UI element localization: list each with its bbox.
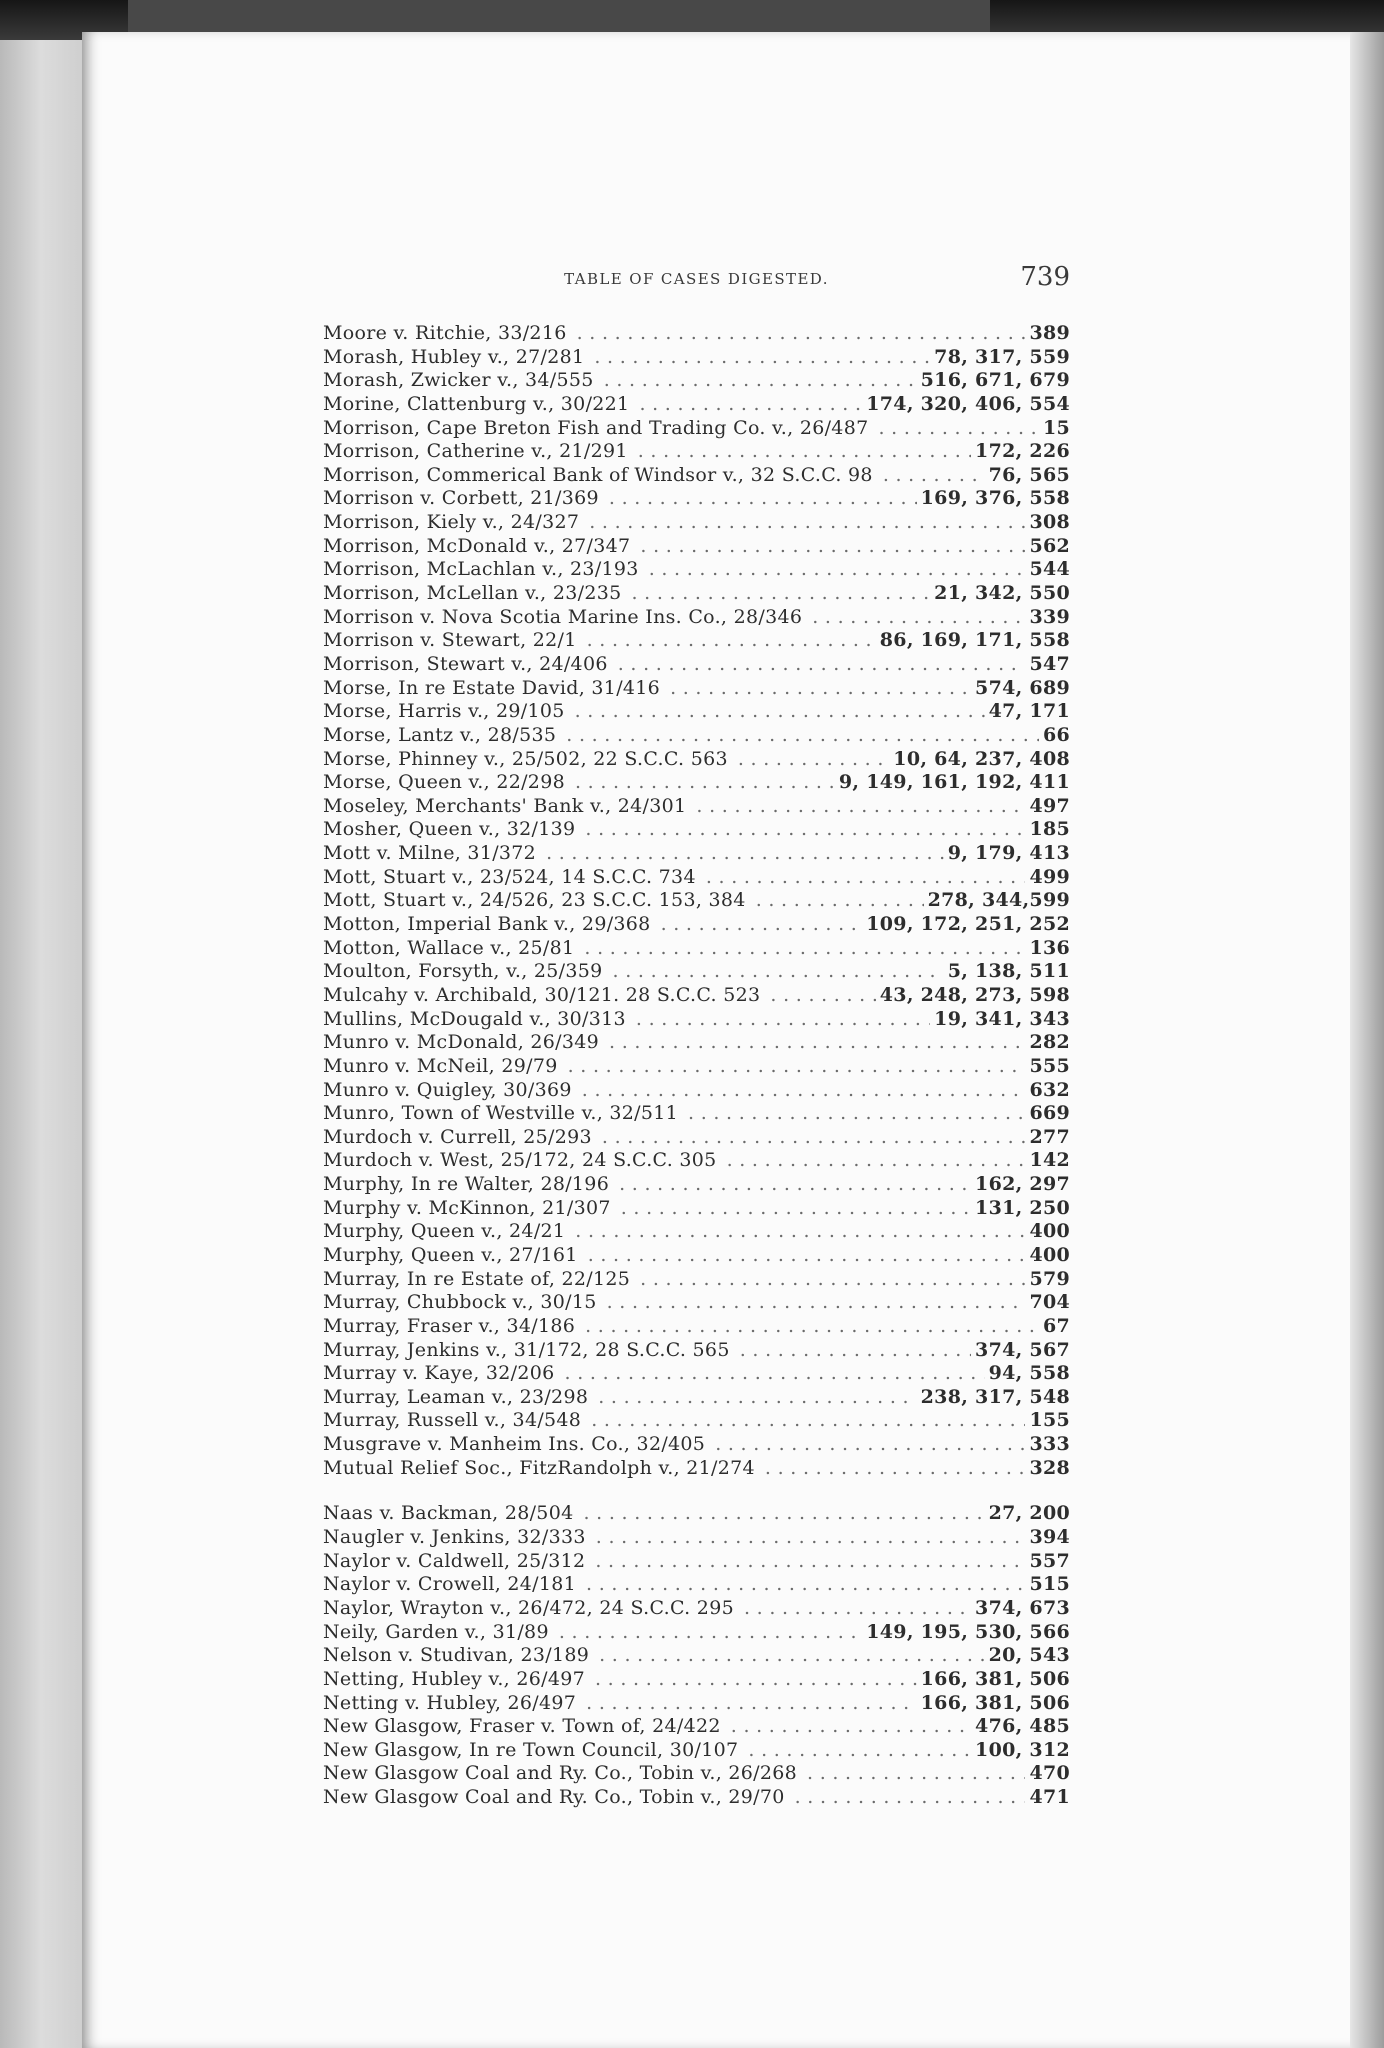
- dot-leader: [727, 1149, 1026, 1173]
- dot-leader: [795, 1786, 1026, 1810]
- case-name: Morse, Harris v., 29/105: [323, 700, 565, 723]
- dot-leader: [609, 1031, 1025, 1055]
- case-entry: [323, 1550, 1070, 1574]
- case-name: Motton, Imperial Bank v., 29/368: [323, 913, 651, 936]
- case-name: Mullins, McDougald v., 30/313: [323, 1007, 626, 1030]
- case-entry: [323, 889, 1070, 913]
- dot-leader: [583, 1502, 984, 1526]
- case-entry: [323, 700, 1070, 724]
- case-pages: 172, 226: [975, 440, 1070, 463]
- case-pages: 515: [1029, 1573, 1070, 1596]
- dot-leader: [584, 937, 1025, 961]
- case-name: Murray, Fraser v., 34/186: [323, 1314, 576, 1337]
- case-name: Netting, Hubley v., 26/497: [323, 1667, 585, 1690]
- case-pages: 374, 673: [975, 1596, 1070, 1619]
- dot-leader: [618, 653, 1026, 677]
- case-entry: [323, 1339, 1070, 1363]
- case-name: Murphy, Queen v., 24/21: [323, 1220, 566, 1243]
- case-entry: [323, 677, 1070, 701]
- case-name: Morash, Zwicker v., 34/555: [323, 369, 594, 392]
- case-entry: [323, 913, 1070, 937]
- dot-leader: [688, 1102, 1025, 1126]
- case-name: Netting v. Hubley, 26/497: [323, 1691, 577, 1714]
- case-name: Morrison, Kiely v., 24/327: [323, 511, 580, 534]
- dot-leader: [582, 1079, 1026, 1103]
- dot-leader: [589, 511, 1025, 535]
- case-entry: [323, 417, 1070, 441]
- dot-leader: [604, 369, 917, 393]
- case-pages: 131, 250: [975, 1196, 1070, 1219]
- case-pages: 238, 317, 548: [920, 1385, 1070, 1408]
- case-pages: 149, 195, 530, 566: [866, 1620, 1070, 1643]
- case-pages: 400: [1029, 1220, 1070, 1243]
- dot-leader: [613, 960, 944, 984]
- dot-leader: [602, 1126, 1026, 1150]
- case-pages: 78, 317, 559: [934, 345, 1070, 368]
- dot-leader: [638, 440, 971, 464]
- dot-leader: [568, 1055, 1026, 1079]
- case-name: Morse, In re Estate David, 31/416: [323, 676, 661, 699]
- case-name: Munro v. Quigley, 30/369: [323, 1078, 572, 1101]
- case-entry: [323, 1786, 1070, 1810]
- case-pages: 497: [1029, 794, 1070, 817]
- case-name: Mott v. Milne, 31/372: [323, 842, 537, 865]
- dot-leader: [586, 1573, 1025, 1597]
- case-entry: [323, 960, 1070, 984]
- case-name: Musgrave v. Manheim Ins. Co., 32/405: [323, 1433, 706, 1456]
- case-pages: 43, 248, 273, 598: [879, 983, 1070, 1006]
- dot-leader: [706, 866, 1026, 890]
- case-entry: [323, 1149, 1070, 1173]
- case-pages: 374, 567: [975, 1338, 1070, 1361]
- dot-leader: [565, 1362, 985, 1386]
- case-pages: 579: [1029, 1267, 1070, 1290]
- case-pages: 142: [1029, 1149, 1070, 1172]
- case-pages: 5, 138, 511: [947, 960, 1070, 983]
- dot-leader: [649, 558, 1026, 582]
- dot-leader: [670, 677, 971, 701]
- case-pages: 470: [1029, 1762, 1070, 1785]
- case-pages: 94, 558: [988, 1362, 1070, 1385]
- case-entry: [323, 1268, 1070, 1292]
- case-pages: 9, 179, 413: [947, 842, 1070, 865]
- case-pages: 166, 381, 506: [920, 1691, 1070, 1714]
- case-entry: [323, 1597, 1070, 1621]
- case-pages: 562: [1029, 534, 1070, 557]
- dot-leader: [595, 1550, 1025, 1574]
- case-name: Murphy, In re Walter, 28/196: [323, 1173, 610, 1196]
- case-entry: [323, 771, 1070, 795]
- case-name: Moore v. Ritchie, 33/216: [323, 322, 567, 344]
- case-name: Murray, Chubbock v., 30/15: [323, 1291, 597, 1314]
- dot-leader: [770, 984, 875, 1008]
- case-name: Munro v. McDonald, 26/349: [323, 1031, 600, 1054]
- case-pages: 10, 64, 237, 408: [893, 747, 1070, 770]
- case-name: Munro, Town of Westville v., 32/511: [323, 1102, 679, 1125]
- case-entry: [323, 535, 1070, 559]
- case-name: Morash, Hubley v., 27/281: [323, 345, 585, 368]
- dot-leader: [765, 1457, 1026, 1481]
- dot-leader: [748, 1739, 971, 1763]
- case-pages: 66: [1042, 723, 1070, 746]
- case-pages: 328: [1029, 1456, 1070, 1479]
- dot-leader: [619, 1173, 971, 1197]
- dot-leader: [632, 582, 931, 606]
- case-name: Morse, Queen v., 22/298: [323, 771, 565, 794]
- case-entry: [323, 440, 1070, 464]
- case-entry: [323, 1031, 1070, 1055]
- case-entry: [323, 322, 1070, 346]
- case-name: Morrison, Cape Breton Fish and Trading Co. v., 26/487: [323, 416, 869, 439]
- case-name: Morrison, McLellan v., 23/235: [323, 582, 622, 605]
- case-name: Naylor, Wrayton v., 26/472, 24 S.C.C. 295: [323, 1596, 734, 1619]
- case-pages: 21, 342, 550: [934, 582, 1070, 605]
- case-entry: [323, 606, 1070, 630]
- case-name: Mott, Stuart v., 24/526, 23 S.C.C. 153, 384: [323, 889, 746, 912]
- case-name: New Glasgow Coal and Ry. Co., Tobin v., 29/70: [323, 1786, 785, 1809]
- case-name: New Glasgow Coal and Ry. Co., Tobin v., 26/268: [323, 1762, 798, 1785]
- case-entry: [323, 1197, 1070, 1221]
- case-pages: 277: [1029, 1125, 1070, 1148]
- case-entry: [323, 984, 1070, 1008]
- dot-leader: [591, 1409, 1025, 1433]
- case-name: Naas v. Backman, 28/504: [323, 1502, 574, 1525]
- case-name: Murdoch v. West, 25/172, 24 S.C.C. 305: [323, 1149, 717, 1172]
- case-name: Naylor v. Crowell, 24/181: [323, 1573, 577, 1596]
- case-pages: 333: [1029, 1433, 1070, 1456]
- case-entry: [323, 1692, 1070, 1716]
- case-entry: [323, 1102, 1070, 1126]
- case-entry: [323, 818, 1070, 842]
- case-pages: 389: [1029, 322, 1070, 344]
- case-name: Morse, Phinney v., 25/502, 22 S.C.C. 563: [323, 747, 728, 770]
- case-pages: 20, 543: [988, 1644, 1070, 1667]
- page-number: 739: [1020, 262, 1070, 292]
- dot-leader: [640, 535, 1025, 559]
- case-name: Mott, Stuart v., 23/524, 14 S.C.C. 734: [323, 865, 696, 888]
- running-title: TABLE OF CASES DIGESTED.: [564, 270, 829, 288]
- case-entry: [323, 1291, 1070, 1315]
- case-entry: [323, 1433, 1070, 1457]
- case-pages: 557: [1029, 1549, 1070, 1572]
- case-entry: [323, 724, 1070, 748]
- case-pages: 471: [1029, 1786, 1070, 1809]
- dot-leader: [585, 818, 1025, 842]
- case-pages: 669: [1029, 1102, 1070, 1125]
- case-entry: [323, 487, 1070, 511]
- case-pages: 516, 671, 679: [920, 369, 1070, 392]
- case-entry: [323, 1457, 1070, 1481]
- case-pages: 632: [1029, 1078, 1070, 1101]
- dot-leader: [738, 748, 889, 772]
- case-entry: [323, 653, 1070, 677]
- case-pages: 100, 312: [975, 1738, 1070, 1761]
- case-section-n: [323, 1502, 1070, 1809]
- case-entry: [323, 1315, 1070, 1339]
- case-entry: [323, 346, 1070, 370]
- case-name: Motton, Wallace v., 25/81: [323, 936, 575, 959]
- case-entry: [323, 369, 1070, 393]
- case-entry: [323, 795, 1070, 819]
- case-name: Murphy v. McKinnon, 21/307: [323, 1196, 611, 1219]
- case-pages: 555: [1029, 1054, 1070, 1077]
- dot-leader: [607, 1291, 1026, 1315]
- dot-leader: [715, 1433, 1025, 1457]
- case-pages: 86, 169, 171, 558: [879, 629, 1070, 652]
- case-pages: 704: [1029, 1291, 1070, 1314]
- case-pages: 185: [1029, 818, 1070, 841]
- case-pages: 308: [1029, 511, 1070, 534]
- case-name: Morrison, McLachlan v., 23/193: [323, 558, 639, 581]
- case-name: Morrison v. Corbett, 21/369: [323, 487, 599, 510]
- case-pages: 394: [1029, 1526, 1070, 1549]
- case-pages: 47, 171: [988, 700, 1070, 723]
- case-entry: [323, 1739, 1070, 1763]
- case-name: Murray, Leaman v., 23/298: [323, 1385, 589, 1408]
- case-pages: 15: [1042, 416, 1070, 439]
- dot-leader: [588, 1244, 1026, 1268]
- case-pages: 9, 149, 161, 192, 411: [838, 771, 1070, 794]
- case-name: Neily, Garden v., 31/89: [323, 1620, 549, 1643]
- case-entry: [323, 1173, 1070, 1197]
- case-name: Murphy, Queen v., 27/161: [323, 1243, 578, 1266]
- dot-leader: [577, 322, 1026, 346]
- case-entry: [323, 393, 1070, 417]
- dot-leader: [595, 1668, 917, 1692]
- case-name: Morine, Clattenburg v., 30/221: [323, 392, 630, 415]
- case-entry: [323, 1126, 1070, 1150]
- dot-leader: [636, 1008, 930, 1032]
- case-name: Murray v. Kaye, 32/206: [323, 1362, 555, 1385]
- dot-leader: [575, 700, 985, 724]
- case-pages: 282: [1029, 1031, 1070, 1054]
- dot-leader: [883, 464, 985, 488]
- dot-leader: [585, 1315, 1039, 1339]
- case-entry: [323, 1220, 1070, 1244]
- dot-leader: [621, 1197, 971, 1221]
- case-entry: [323, 1362, 1070, 1386]
- case-name: Morrison v. Nova Scotia Marine Ins. Co., 28/346: [323, 605, 803, 628]
- dot-leader: [878, 417, 1038, 441]
- dot-leader: [661, 913, 863, 937]
- case-entry: [323, 582, 1070, 606]
- dot-leader: [807, 1762, 1025, 1786]
- case-pages: 174, 320, 406, 554: [866, 392, 1070, 415]
- dot-leader: [546, 842, 944, 866]
- dot-leader: [587, 629, 876, 653]
- dot-leader: [594, 346, 930, 370]
- case-entry: [323, 866, 1070, 890]
- case-name: Naugler v. Jenkins, 32/333: [323, 1526, 586, 1549]
- case-name: Murray, Jenkins v., 31/172, 28 S.C.C. 565: [323, 1338, 730, 1361]
- case-entry: [323, 629, 1070, 653]
- case-pages: 136: [1029, 936, 1070, 959]
- dot-leader: [598, 1386, 916, 1410]
- case-pages: 400: [1029, 1243, 1070, 1266]
- case-entry: [323, 1008, 1070, 1032]
- case-entry: [323, 937, 1070, 961]
- case-entry: [323, 842, 1070, 866]
- case-name: Morrison, McDonald v., 27/347: [323, 534, 631, 557]
- case-name: Murray, In re Estate of, 22/125: [323, 1267, 631, 1290]
- case-index: [323, 322, 1070, 1810]
- case-name: Morse, Lantz v., 28/535: [323, 723, 557, 746]
- case-pages: 499: [1029, 865, 1070, 888]
- dot-leader: [812, 606, 1025, 630]
- case-pages: 155: [1029, 1409, 1070, 1432]
- dot-leader: [740, 1339, 971, 1363]
- dot-leader: [566, 724, 1039, 748]
- case-entry: [323, 1055, 1070, 1079]
- case-pages: 27, 200: [988, 1502, 1070, 1525]
- case-entry: [323, 1573, 1070, 1597]
- dot-leader: [756, 889, 924, 913]
- case-entry: [323, 1621, 1070, 1645]
- case-name: Murray, Russell v., 34/548: [323, 1409, 582, 1432]
- case-pages: 166, 381, 506: [920, 1667, 1070, 1690]
- case-pages: 476, 485: [975, 1715, 1070, 1738]
- case-entry: [323, 1386, 1070, 1410]
- dot-leader: [609, 487, 917, 511]
- case-pages: 162, 297: [975, 1173, 1070, 1196]
- case-pages: 19, 341, 343: [934, 1007, 1070, 1030]
- dot-leader: [599, 1644, 984, 1668]
- facing-page-edge: [0, 40, 82, 2048]
- case-name: Morrison, Commerical Bank of Windsor v., 32 S.C.C. 98: [323, 463, 873, 486]
- page-header: [323, 262, 1070, 298]
- case-entry: [323, 511, 1070, 535]
- case-pages: 67: [1042, 1314, 1070, 1337]
- case-entry: [323, 1244, 1070, 1268]
- case-entry: [323, 1079, 1070, 1103]
- case-pages: 547: [1029, 652, 1070, 675]
- case-name: Morrison v. Stewart, 22/1: [323, 629, 577, 652]
- dot-leader: [586, 1692, 917, 1716]
- section-gap: [323, 1480, 1070, 1502]
- case-entry: [323, 1526, 1070, 1550]
- case-pages: 544: [1029, 558, 1070, 581]
- dot-leader: [559, 1621, 862, 1645]
- case-name: New Glasgow, In re Town Council, 30/107: [323, 1738, 739, 1761]
- case-name: Morrison, Catherine v., 21/291: [323, 440, 628, 463]
- case-name: Mutual Relief Soc., FitzRandolph v., 21/274: [323, 1456, 755, 1479]
- case-name: Morrison, Stewart v., 24/406: [323, 652, 608, 675]
- case-name: Moulton, Forsyth, v., 25/359: [323, 960, 603, 983]
- case-pages: 339: [1029, 605, 1070, 628]
- scanner-top-strip: [128, 0, 990, 34]
- case-entry: [323, 558, 1070, 582]
- dot-leader: [731, 1715, 971, 1739]
- dot-leader: [639, 393, 862, 417]
- case-section-m: [323, 322, 1070, 1480]
- case-name: Mulcahy v. Archibald, 30/121. 28 S.C.C. 523: [323, 983, 761, 1006]
- case-pages: 169, 376, 558: [920, 487, 1070, 510]
- dot-leader: [596, 1526, 1026, 1550]
- case-name: Nelson v. Studivan, 23/189: [323, 1644, 590, 1667]
- case-name: Murdoch v. Currell, 25/293: [323, 1125, 592, 1148]
- dot-leader: [640, 1268, 1025, 1292]
- page-right-edge: [1350, 32, 1384, 2048]
- case-name: Munro v. McNeil, 29/79: [323, 1054, 558, 1077]
- case-entry: [323, 1715, 1070, 1739]
- case-pages: 574, 689: [975, 676, 1070, 699]
- dot-leader: [575, 771, 835, 795]
- case-entry: [323, 1502, 1070, 1526]
- case-entry: [323, 748, 1070, 772]
- case-entry: [323, 1409, 1070, 1433]
- case-name: New Glasgow, Fraser v. Town of, 24/422: [323, 1715, 721, 1738]
- dot-leader: [744, 1597, 971, 1621]
- case-pages: 109, 172, 251, 252: [866, 913, 1070, 936]
- case-entry: [323, 1762, 1070, 1786]
- case-entry: [323, 1668, 1070, 1692]
- case-name: Mosher, Queen v., 32/139: [323, 818, 576, 841]
- case-pages: 278, 344,599: [927, 889, 1070, 912]
- case-entry: [323, 1644, 1070, 1668]
- case-name: Naylor v. Caldwell, 25/312: [323, 1549, 586, 1572]
- dot-leader: [575, 1220, 1025, 1244]
- case-entry: [323, 464, 1070, 488]
- case-name: Moseley, Merchants' Bank v., 24/301: [323, 794, 687, 817]
- dot-leader: [696, 795, 1025, 819]
- case-pages: 76, 565: [988, 463, 1070, 486]
